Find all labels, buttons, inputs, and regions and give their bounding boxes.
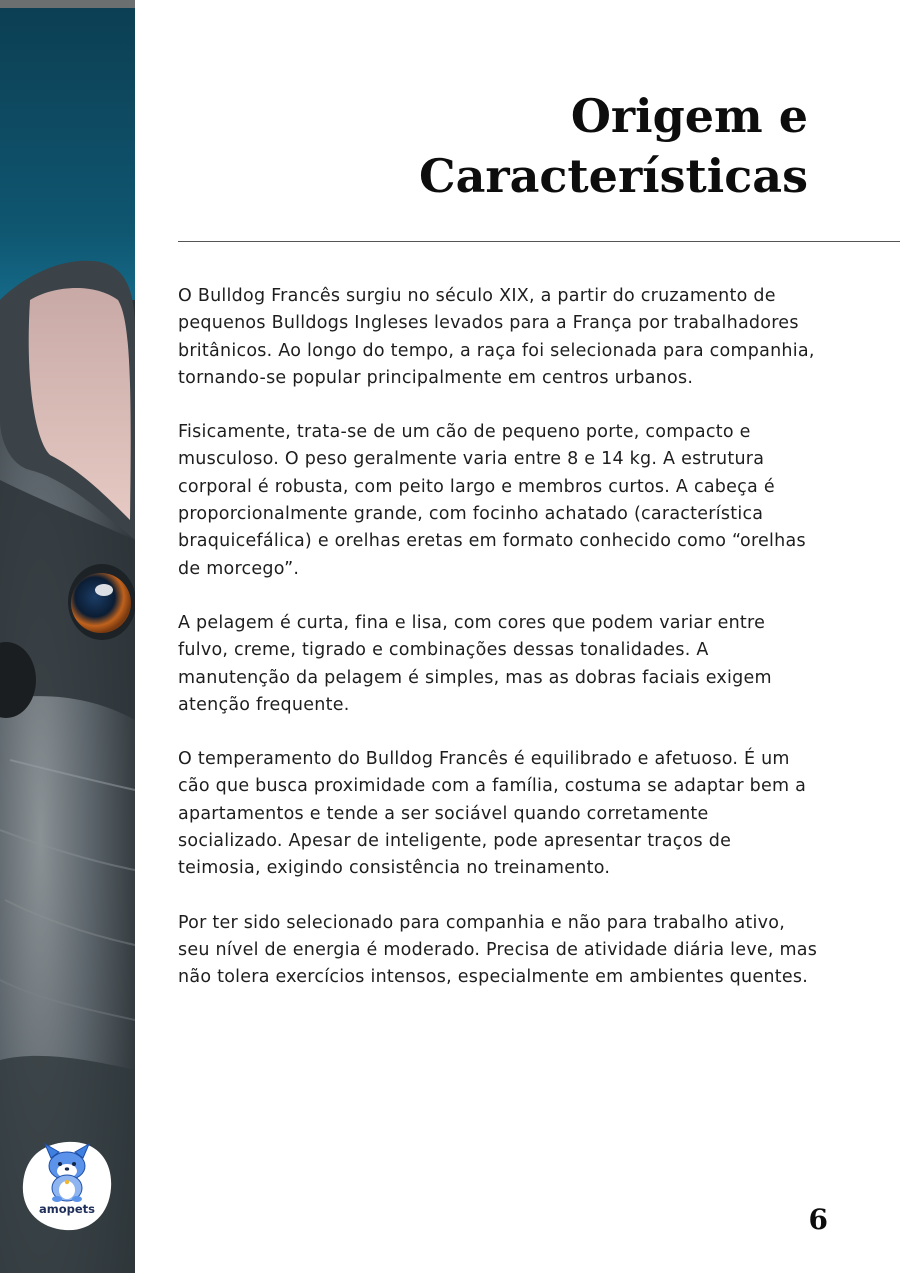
logo-wordmark: amopets (38, 1202, 96, 1216)
amopets-logo (21, 1140, 113, 1232)
paragraph-origin: O Bulldog Francês surgiu no século XIX, a partir do cruzamento de pequenos Bulldogs Ingleses levados para a França por trabalhadores britânicos. Ao longo do tempo, a raça foi selecionada para companhia, tornando-se popular principalmente em centros urbanos. (178, 286, 815, 388)
paragraph-energy: Por ter sido selecionado para companhia e não para trabalho ativo, seu nível de energia é moderado. Precisa de atividade diária leve, mas não tolera exercícios intensos, especialmente em ambientes quentes. (178, 912, 818, 988)
paragraph-physical: Fisicamente, trata-se de um cão de pequeno porte, compacto e musculoso. O peso geralmente varia entre 8 e 14 kg. A estrutura corporal é robusta, com peito largo e membros curtos. A cabeça é proporcionalmente grande, com focinho achatado (característica braquicefálica) e orelhas eretas em formato conhecido como “orelhas de morcego”. (178, 422, 806, 579)
page-title (248, 86, 808, 206)
bulldog-photo-strip (0, 0, 135, 1273)
page-title-line-1: Origem e (570, 89, 808, 143)
page-title-line-2: Características (418, 149, 808, 203)
paragraph-coat: A pelagem é curta, fina e lisa, com cores que podem variar entre fulvo, creme, tigrado e combinações dessas tonalidades. A manutenção da pelagem é simples, mas as dobras faciais exigem atenção frequente. (178, 612, 772, 715)
title-divider (178, 241, 900, 242)
page-number: 6 (808, 1203, 828, 1236)
body-text (178, 283, 818, 1019)
paragraph-temperament: O temperamento do Bulldog Francês é equilibrado e afetuoso. É um cão que busca proximidade com a família, costuma se adaptar bem a apartamentos e tende a ser sociável quando corretamente socializado. Apesar de inteligente, pode apresentar traços de teimosia, exigindo consistência no treinamento. (178, 749, 807, 879)
french-bulldog-photo (0, 0, 135, 1273)
